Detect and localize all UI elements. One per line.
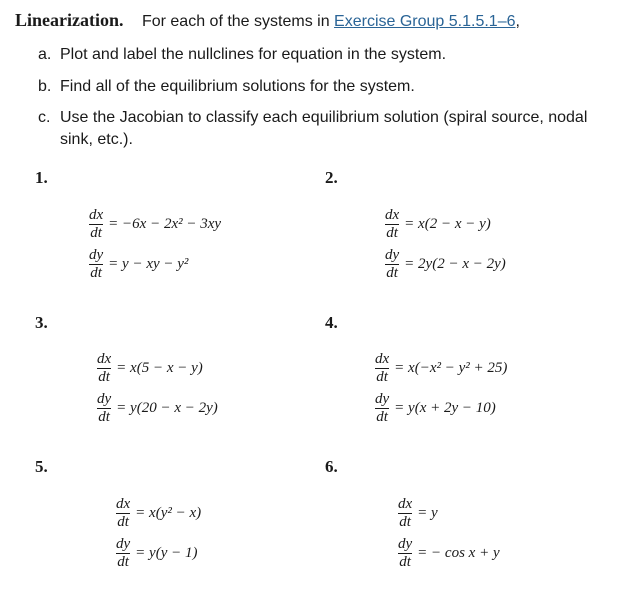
task-text: Plot and label the nullclines for equation in the system. [60,46,447,63]
equation-dy [374,388,507,428]
problem-number: 2. [325,168,338,187]
problem-number: 3. [35,313,48,332]
task-text: Find all of the equilibrium solutions for the system. [60,78,415,95]
heading-title: Linearization. [15,10,124,30]
derivative-fraction: $\frac{dy}{dt}$ [97,390,112,425]
equation-dy [88,244,221,284]
exercise-heading [15,10,520,31]
equation-rhs: = y(20 − x − 2y) [116,399,218,416]
equation-rhs: = 2y(2 − x − 2y) [404,255,506,272]
derivative-fraction: $\frac{dx}{dt}$ [385,206,400,241]
derivative-fraction: $\frac{dx}{dt}$ [116,495,131,530]
equation-rhs: = x(y² − x) [135,504,202,521]
task-label: c. [38,109,51,126]
exercise-group-link[interactable]: Exercise Group 5.1.5.1–6 [334,13,516,30]
derivative-fraction: $\frac{dy}{dt}$ [375,390,390,425]
equation-rhs: = y − xy − y² [108,255,189,272]
task-b [38,76,608,98]
equation-rhs: = −6x − 2x² − 3xy [108,215,222,232]
problem-6-system [397,493,500,573]
derivative-fraction: $\frac{dy}{dt}$ [398,535,413,570]
equation-rhs: = y [417,504,438,521]
derivative-fraction: $\frac{dx}{dt}$ [375,350,390,385]
problem-1-system [88,204,221,284]
equation-rhs: = x(−x² − y² + 25) [394,359,508,376]
derivative-fraction: $\frac{dy}{dt}$ [89,246,104,281]
task-label: a. [38,46,52,63]
equation-dx [115,493,201,533]
task-label: b. [38,78,52,95]
heading-punct: , [515,13,520,30]
equation-dy [96,388,218,428]
derivative-fraction: $\frac{dx}{dt}$ [398,495,413,530]
equation-dy [115,533,201,573]
equation-rhs: = − cos x + y [417,544,500,561]
equation-rhs: = x(2 − x − y) [404,215,491,232]
equation-rhs: = y(y − 1) [135,544,198,561]
equation-dx [88,204,221,244]
problem-5-system [115,493,201,573]
equation-dx [384,204,506,244]
problem-number: 4. [325,313,338,332]
equation-dx [96,348,218,388]
derivative-fraction: $\frac{dy}{dt}$ [116,535,131,570]
equation-rhs: = y(x + 2y − 10) [394,399,496,416]
equation-dy [384,244,506,284]
derivative-fraction: $\frac{dx}{dt}$ [89,206,104,241]
equation-rhs: = x(5 − x − y) [116,359,203,376]
problem-number: 1. [35,168,48,187]
task-a [38,44,608,66]
derivative-fraction: $\frac{dx}{dt}$ [97,350,112,385]
equation-dx [374,348,507,388]
heading-intro: For each of the systems in [141,13,330,30]
problem-3-system [96,348,218,428]
task-text: Use the Jacobian to classify each equilibrium solution (spiral source, nodal sink, etc.). [60,109,588,148]
derivative-fraction: $\frac{dy}{dt}$ [385,246,400,281]
problem-number: 6. [325,457,338,476]
problem-2-system [384,204,506,284]
equation-dx [397,493,500,533]
task-c [38,107,608,151]
problem-4-system [374,348,507,428]
equation-dy [397,533,500,573]
problem-number: 5. [35,457,48,476]
